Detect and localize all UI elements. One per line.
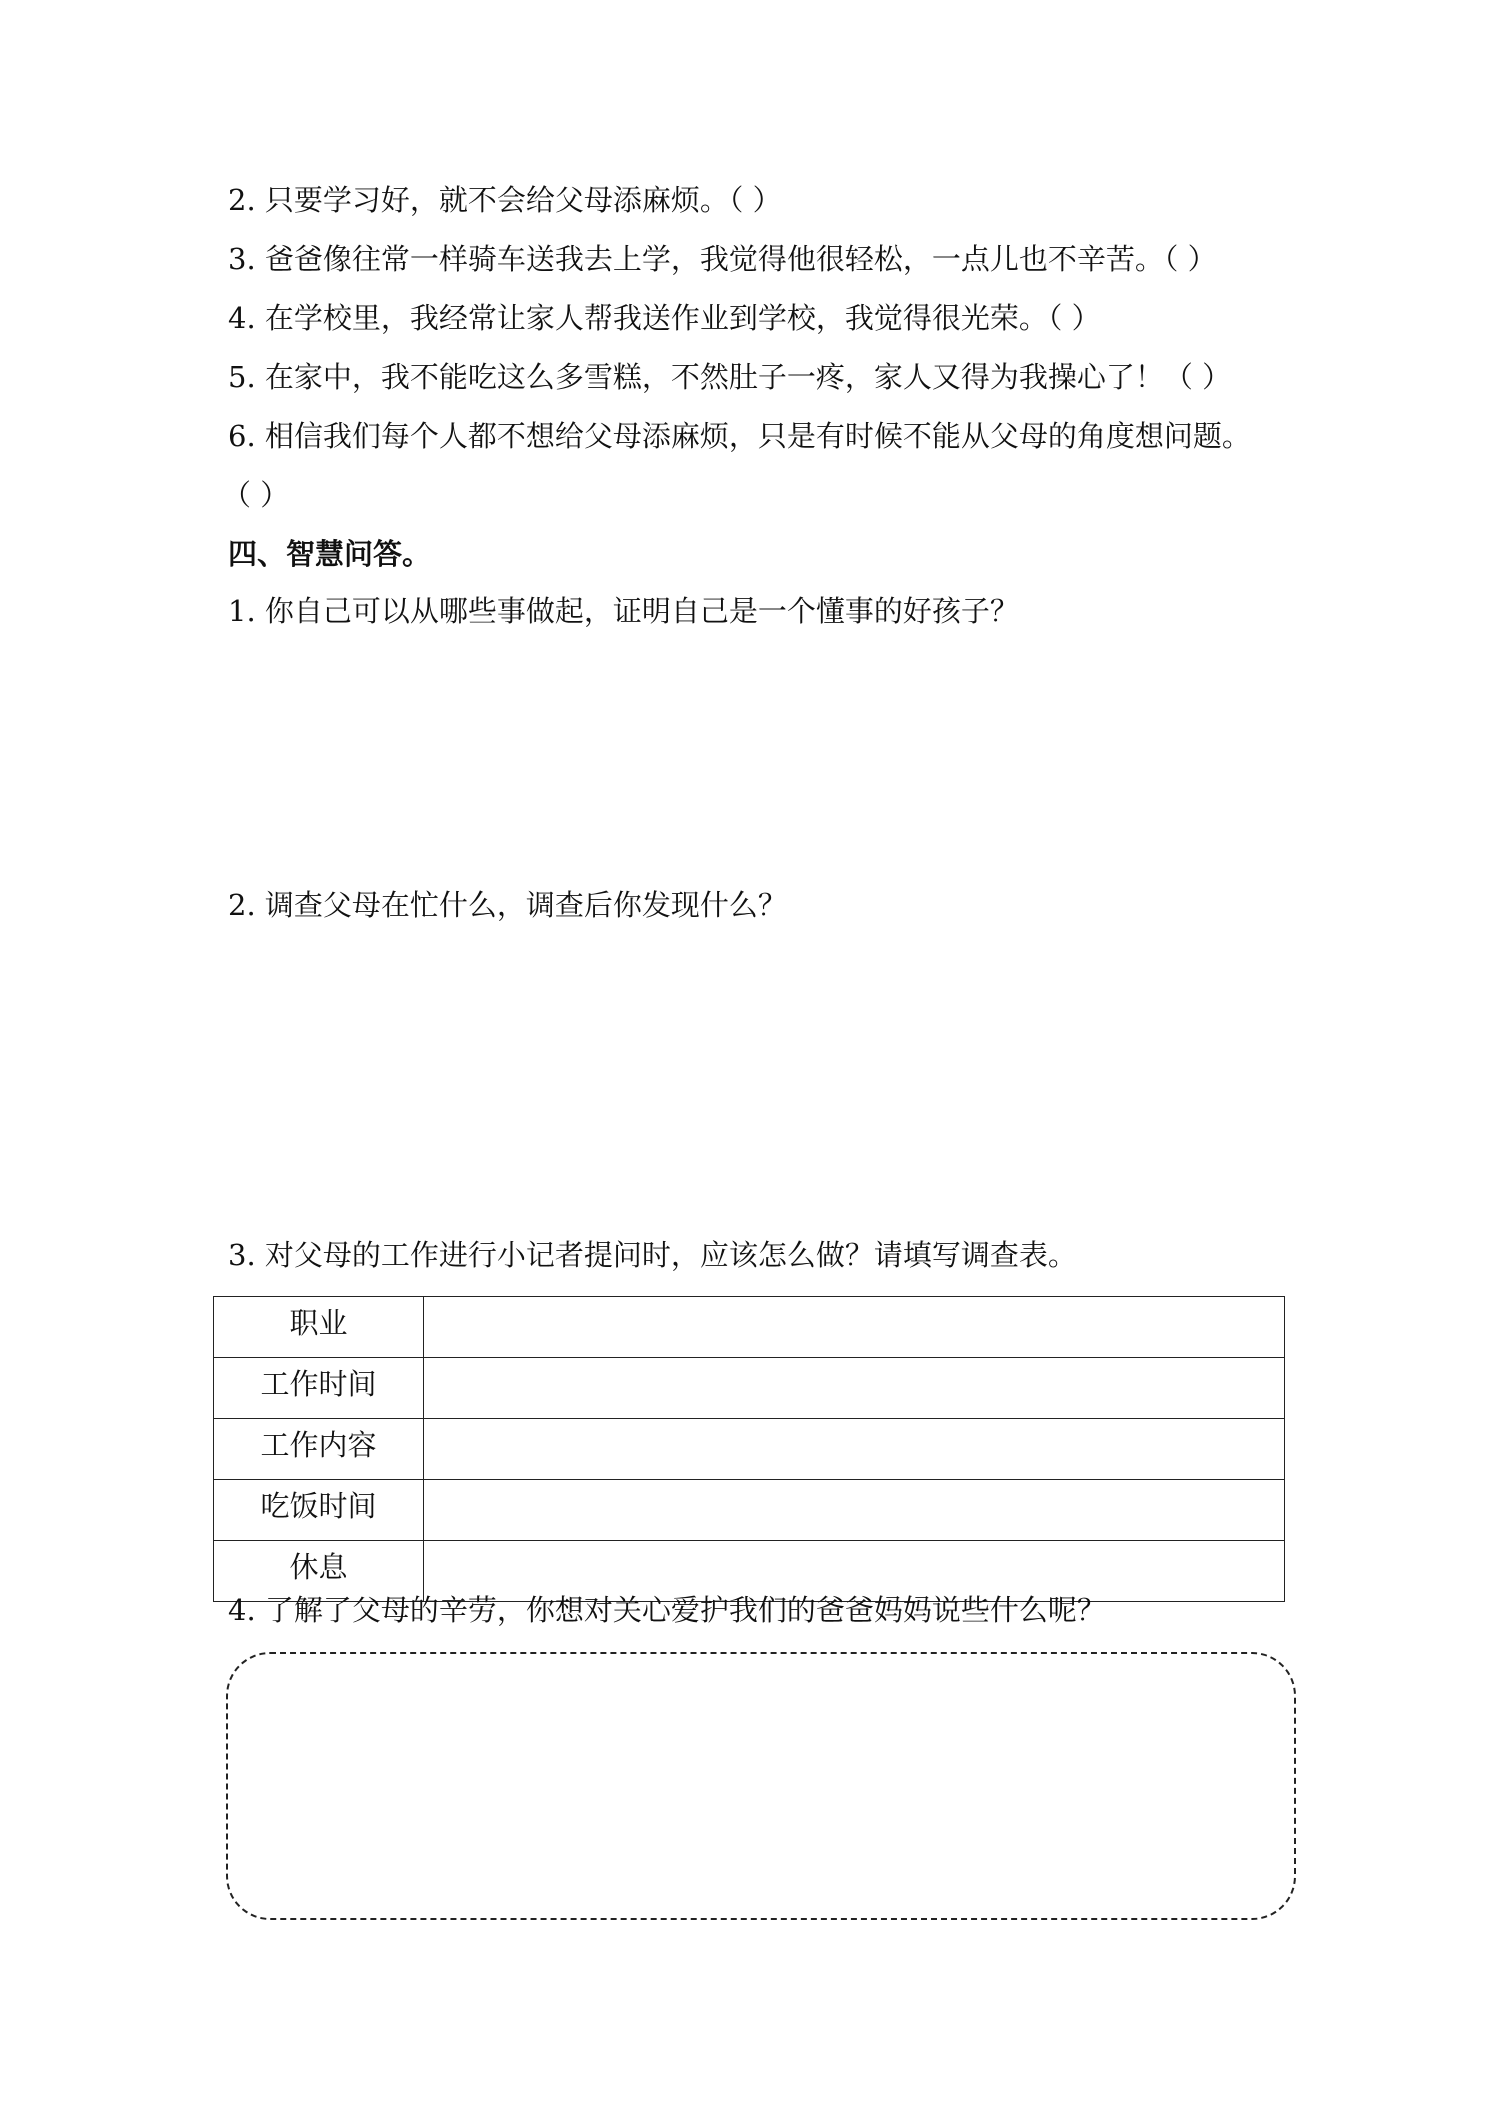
answer-cell-meal-time[interactable] <box>424 1480 1285 1541</box>
section-four-q1: 1. 你自己可以从哪些事做起，证明自己是一个懂事的好孩子？ <box>228 594 1019 628</box>
row-label-work-content: 工作内容 <box>214 1419 424 1480</box>
answer-cell-work-content[interactable] <box>424 1419 1285 1480</box>
row-label-occupation: 职业 <box>214 1297 424 1358</box>
table-row <box>214 1358 1285 1419</box>
table-row <box>214 1297 1285 1358</box>
row-label-meal-time: 吃饭时间 <box>214 1480 424 1541</box>
row-label-rest: 休息 <box>214 1541 424 1602</box>
answer-cell-work-hours[interactable] <box>424 1358 1285 1419</box>
question-4: 4. 在学校里，我经常让家人帮我送作业到学校，我觉得很光荣。（ ） <box>228 301 1101 335</box>
section-four-q2: 2. 调查父母在忙什么，调查后你发现什么？ <box>228 888 787 922</box>
answer-box[interactable] <box>226 1652 1296 1920</box>
section-four-q3: 3. 对父母的工作进行小记者提问时，应该怎么做？请填写调查表。 <box>228 1238 1077 1272</box>
question-3: 3. 爸爸像往常一样骑车送我去上学，我觉得他很轻松，一点儿也不辛苦。（ ） <box>228 242 1217 276</box>
table-row <box>214 1480 1285 1541</box>
question-6: 6. 相信我们每个人都不想给父母添麻烦，只是有时候不能从父母的角度想问题。 <box>228 419 1251 453</box>
table-row <box>214 1419 1285 1480</box>
answer-cell-occupation[interactable] <box>424 1297 1285 1358</box>
question-5: 5. 在家中，我不能吃这么多雪糕，不然肚子一疼，家人又得为我操心了！（ ） <box>228 360 1232 394</box>
question-2: 2. 只要学习好，就不会给父母添麻烦。（ ） <box>228 183 782 217</box>
survey-table <box>213 1296 1285 1602</box>
row-label-work-hours: 工作时间 <box>214 1358 424 1419</box>
section-four-title: 四、智慧问答。 <box>228 537 432 571</box>
section-four-q4: 4. 了解了父母的辛劳，你想对关心爱护我们的爸爸妈妈说些什么呢？ <box>228 1593 1106 1627</box>
question-6-bracket: （ ） <box>222 478 290 512</box>
